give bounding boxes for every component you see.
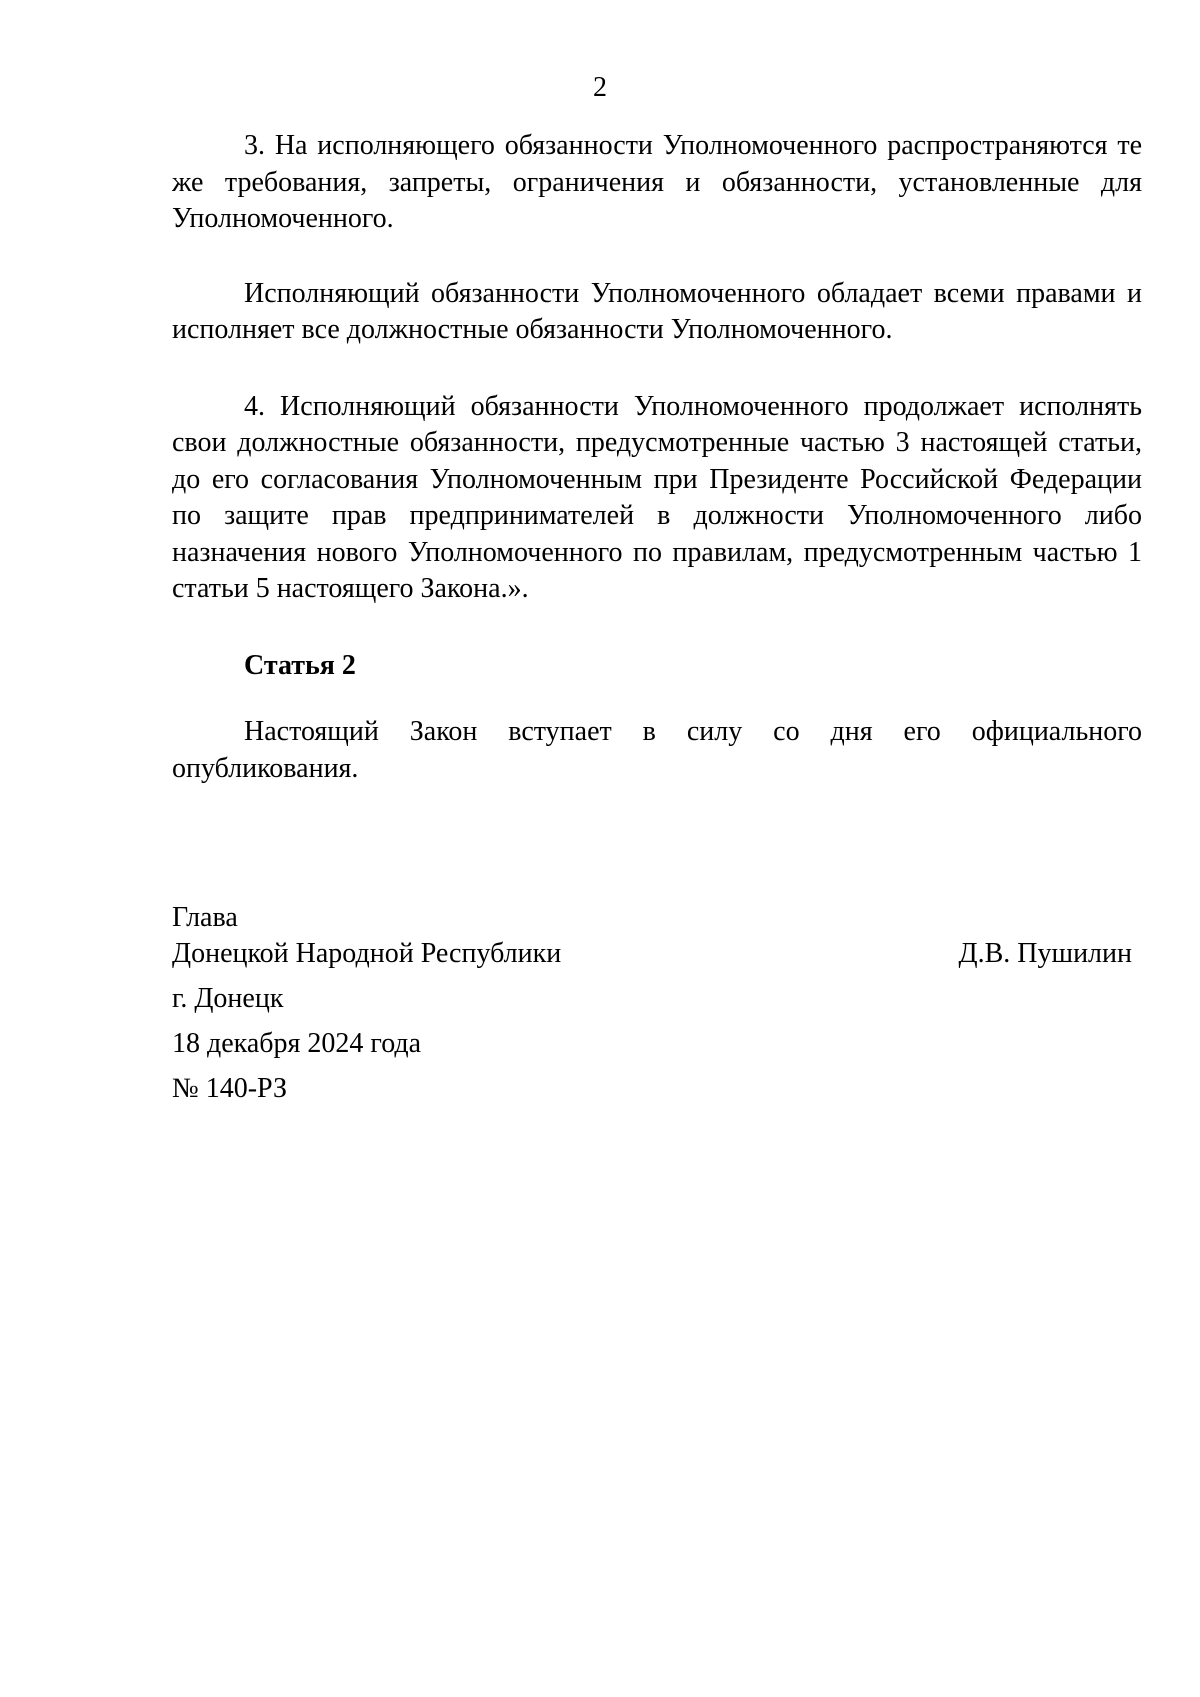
signatory-row <box>172 900 1142 972</box>
paragraph-acting-rights: Исполняющий обязанности Уполномоченного обладает всеми правами и исполняет все должностные обязанности Уполномоченного. <box>172 277 1142 345</box>
paragraph-part-3: 3. На исполняющего обязанности Уполномоченного распространяются те же требования, запреты, ограничения и обязанности, установленные для Уполномоченного. <box>172 130 1142 234</box>
signature-block <box>172 900 1142 1107</box>
signing-date: 18 декабря 2024 года <box>172 1028 422 1059</box>
document-body <box>172 128 1142 787</box>
article-heading: Статья 2 <box>244 649 356 681</box>
signing-place: г. Донецк <box>172 983 284 1014</box>
page-number: 2 <box>593 72 607 103</box>
signatory-title-line-2: Донецкой Народной Республики <box>172 938 562 969</box>
signatory-title <box>172 900 561 972</box>
article-text: Настоящий Закон вступает в силу со дня его официального опубликования. <box>172 716 1142 784</box>
law-number: № 140-РЗ <box>172 1073 287 1104</box>
paragraph-part-4: 4. Исполняющий обязанности Уполномоченного продолжает исполнять свои должностные обязанности, предусмотренные частью 3 настоящей статьи, до его согласования Уполномоченным при Президенте Российской Федерации по защите прав предпринимателей в должности Уполномоченного либо назначения нового Уполномоченного по правилам, предусмотренным частью 1 статьи 5 настоящего Закона.». <box>172 390 1142 604</box>
signatory-name: Д.В. Пушилин <box>958 938 1132 969</box>
signatory-title-line-1: Глава <box>172 902 238 933</box>
